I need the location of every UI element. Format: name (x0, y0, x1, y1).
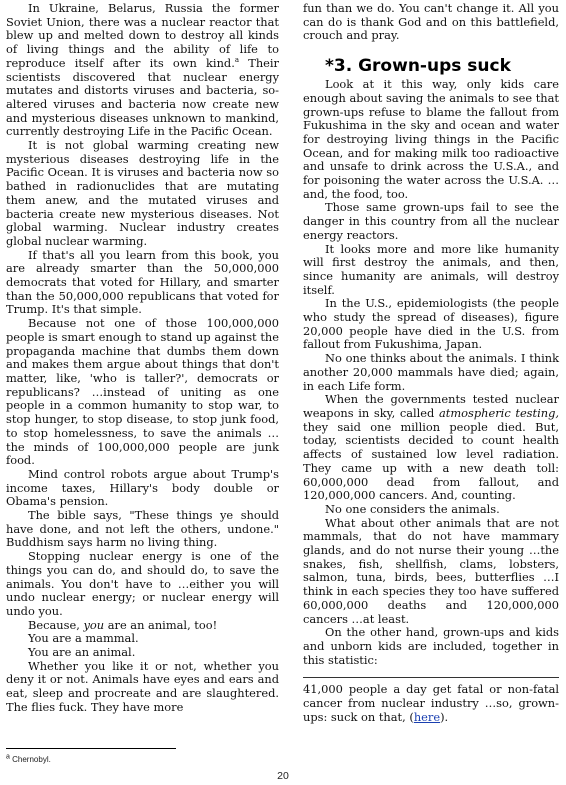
paragraph: It looks more and more like humanity will first destroy the animals, and then, since humanity are animals, will destroy itself. (303, 241, 559, 297)
footnote-divider (6, 748, 176, 749)
paragraph: When the governments tested nuclear weapons in sky, called atmospheric testing, they said one million people died. But, today, scientists decided to count health affects of sustained low level radiation. They came up with a new death toll: 60,000,000 dead from fallout, and 120,000,000 cancers. And, counting. (303, 392, 559, 503)
right-column (303, 2, 559, 724)
paragraph: Because not one of those 100,000,000 people is smart enough to stand up against the propaganda machine that dumbs them down and makes them argue about things that don't matter, like, 'who is taller?', democrats or republicans? …instead of uniting as one people in a common humanity to stop war, to stop hunger, to stop disease, to stop junk food, to stop homelessness, to save the animals …the minds of 100,000,000 people are junk food. (6, 316, 279, 468)
paragraph: It is not global warming creating new mysterious diseases destroying life in the Pacific Ocean. It is viruses and bacteria now so bathed in radionuclides that are mutating them anew, and the mutated viruses and bacteria create new mysterious diseases. Not global warming. Nuclear industry creates global nuclear warming. (6, 138, 279, 248)
paragraph: On the other hand, grown-ups and kids and unborn kids are included, together in this statistic: (303, 625, 559, 667)
paragraph: No one considers the animals. (325, 501, 500, 516)
quote-text: 41,000 people a day get fatal or non-fatal cancer from nuclear industry …so, grown-ups: suck on that, (here). (303, 682, 559, 724)
footnote-marker: a (6, 753, 10, 761)
paragraph: You are an animal. (28, 645, 136, 660)
paragraph: Because, you are an animal, too! (28, 617, 218, 632)
paragraph: In the U.S., epidemiologists (the people who study the spread of diseases), figure 20,000 people have died in the U.S. from fallout from Fukushima, Japan. (303, 296, 559, 352)
left-column (6, 2, 279, 715)
footnote: a Chernobyl. (6, 753, 51, 764)
boxed-quote (303, 677, 559, 724)
paragraph: Whether you like it or not, whether you deny it or not. Animals have eyes and ears and eat, sleep and procreate and are slaughtered. The flies fuck. They have more (6, 658, 279, 714)
paragraph: If that's all you learn from this book, you are already smarter than the 50,000,000 democrats that voted for Hillary, and smarter than the 50,000,000 republicans that voted for Trump. It's that simple. (6, 247, 279, 317)
paragraph: Mind control robots argue about Trump's income taxes, Hillary's body double or Obama's pension. (6, 466, 279, 509)
paragraph: No one thinks about the animals. I think another 20,000 mammals have died; again, in each Life form. (303, 351, 559, 393)
footnote-ref[interactable]: a (234, 56, 240, 65)
paragraph: fun than we do. You can't change it. All you can do is thank God and on this battlefield, crouch and pray. (303, 1, 559, 43)
paragraph: The bible says, "These things ye should have done, and not left the others, undone." Buddhism says harm no living thing. (6, 508, 279, 550)
paragraph: In Ukraine, Belarus, Russia the former Soviet Union, there was a nuclear reactor that blew up and melted down to destroy all kinds of living things and the ability of life to reproduce itself after its own kind.$^a$ Their scientists discovered that nuclear energy mutates and distorts viruses and bacteria, so-altered viruses and bacteria now create new and mysterious diseases unknown to mankind, currently destroying Life in the Pacific Ocean. (6, 1, 279, 139)
paragraph: Stopping nuclear energy is one of the things you can do, and should do, to save the animals. You don't have to …either you will undo nuclear energy; or nuclear energy will undo you. (6, 549, 279, 618)
paragraph: Look at it this way, only kids care enough about saving the animals to see that grown-ups refuse to blame the fallout from Fukushima in the sky and ocean and water for destroying living things in the Pacific Ocean, and for making milk too radioactive and unsafe to drink across the U.S.A., and for poisoning the water across the U.S.A. …and, the food, too. (303, 77, 559, 201)
paragraph: You are a mammal. (28, 631, 139, 646)
section-heading: *3. Grown-ups suck (325, 56, 511, 77)
paragraph: Those same grown-ups fail to see the danger in this country from all the nuclear energy reactors. (303, 200, 559, 242)
page-number: 20 (277, 770, 289, 782)
here-link[interactable]: here (413, 709, 441, 724)
paragraph: What about other animals that are not mammals, that do not have mammary glands, and do not nurse their young …the snakes, fish, shellfish, clams, lobsters, salmon, tuna, birds, bees, butterflies …I think in each species they too have suffered 60,000,000 deaths and 120,000,000 cancers …at least. (303, 515, 559, 626)
